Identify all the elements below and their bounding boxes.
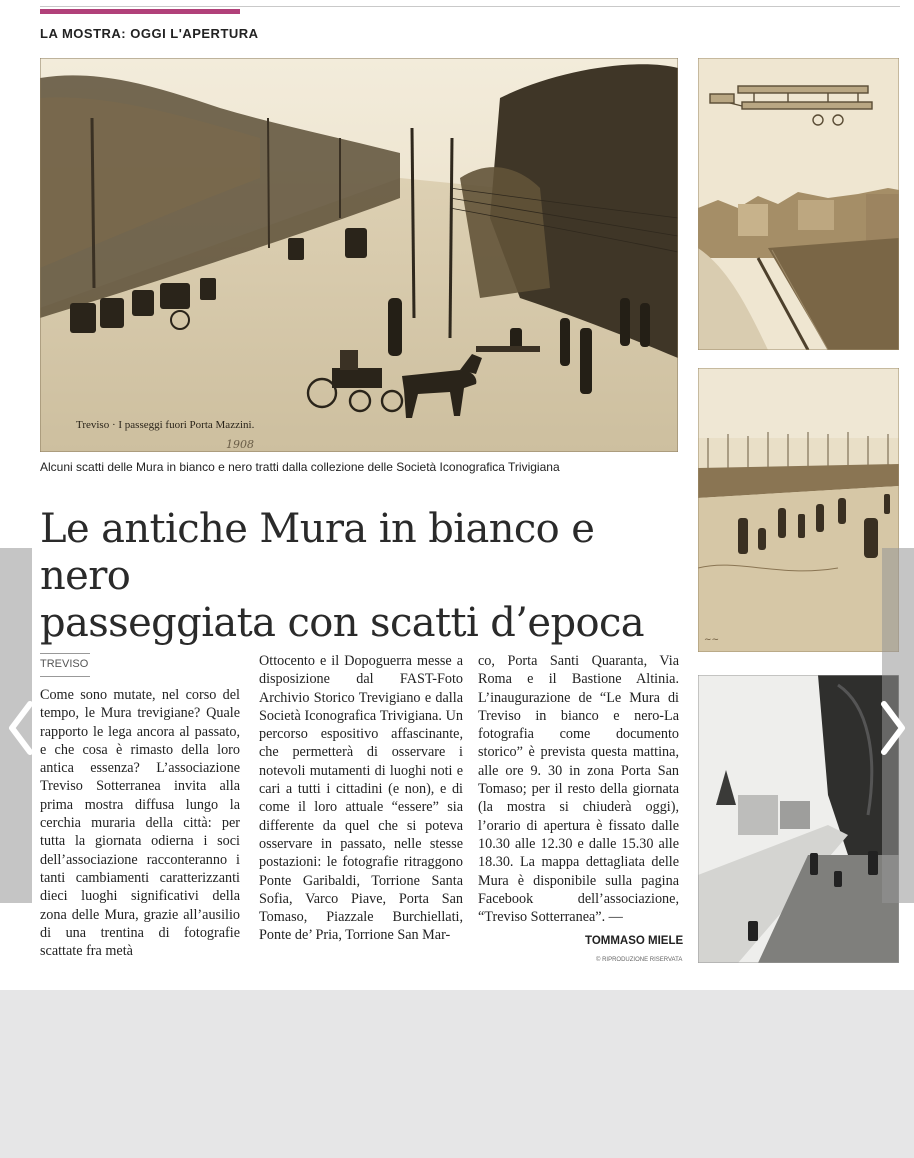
main-photo-label: Treviso · I passeggi fuori Porta Mazzini. — [76, 419, 255, 431]
photo-caption: Alcuni scatti delle Mura in bianco e nero tratti dalla collezione delle Società Iconografica Trivigiana — [40, 460, 560, 474]
headline-line-2: passeggiata con scatti d’epoca — [40, 600, 644, 646]
section-accent-bar — [40, 9, 240, 14]
next-page-button[interactable] — [882, 548, 914, 903]
main-photo-year: 1908 — [226, 438, 254, 451]
copyright-note: © RIPRODUZIONE RISERVATA — [596, 957, 683, 963]
byline: TOMMASO MIELE — [585, 935, 684, 947]
article-column-1: Come sono mutate, nel corso del tempo, le Mura trevigiane? Quale rapporto le lega ancora al passato, e che cosa è rimasto della loro antica essenza? L’associazione Treviso Sotterranea invita alla prima mostra diffusa lungo la cerchia muraria della città: per tutta la giornata odierna i soci dell’associazione racconteranno i tanti cambiamenti caratterizzanti dieci luoghi significativi della zona delle Mura, grazie all’ausilio di una trentina di fotografie scattate fra metà — [40, 687, 240, 960]
chevron-left-icon — [6, 698, 36, 758]
headline — [40, 506, 690, 647]
article-column-3: co, Porta Santi Quaranta, Via Roma e il Bastione Altinia. L’inaugurazione de “Le Mura di Treviso in bianco e nero-La fotografia come documento storico” è prevista questa mattina, alle ore 9. 30 in zona Porta San Tomaso; per il resto della giornata (la mostra si chiuderà oggi), l’orario di apertura è fissato dalle 10.30 alle 12.30 e dalle 15.30 alle 18.30. La mappa dettagliata delle Mura è disponibile sulla pagina Facebook dell’associazione, “Treviso Sotterranea”. — — [478, 653, 679, 926]
section-kicker: LA MOSTRA: OGGI L'APERTURA — [40, 26, 259, 41]
biplane-photo — [698, 58, 899, 350]
main-photo-avenue — [40, 58, 678, 452]
headline-line-1: Le antiche Mura in bianco e nero — [40, 506, 595, 599]
svg-text:~~: ~~ — [704, 635, 720, 645]
prev-page-button[interactable] — [0, 548, 32, 903]
top-rule — [40, 6, 900, 7]
article-column-2: Ottocento e il Dopoguerra messe a disposizione dal FAST-Foto Archivio Storico Trevigiano e dalla Società Iconografica Trivigiana. Un percorso espositivo affascinante, che permetterà di osservare i notevoli mutamenti di luoghi noti e cari a tutti i cittadini (e non), e di come il loro attuale “essere” sia differente da quel che si poteva osservare in passato, nelle stesse postazioni: le fotografie ritraggono Ponte Garibaldi, Torrione Santa Sofia, Varco Piave, Porta San Tomaso, Piazzale Burchiellati, Ponte de’ Pria, Torrione San Mar- — [259, 653, 463, 944]
dateline-place: TREVISO — [40, 658, 89, 670]
place-rule-top — [40, 653, 90, 654]
chevron-right-icon — [878, 698, 908, 758]
skaters-photo — [698, 368, 899, 652]
walls-path-photo — [698, 675, 899, 963]
place-rule-bottom — [40, 676, 90, 677]
